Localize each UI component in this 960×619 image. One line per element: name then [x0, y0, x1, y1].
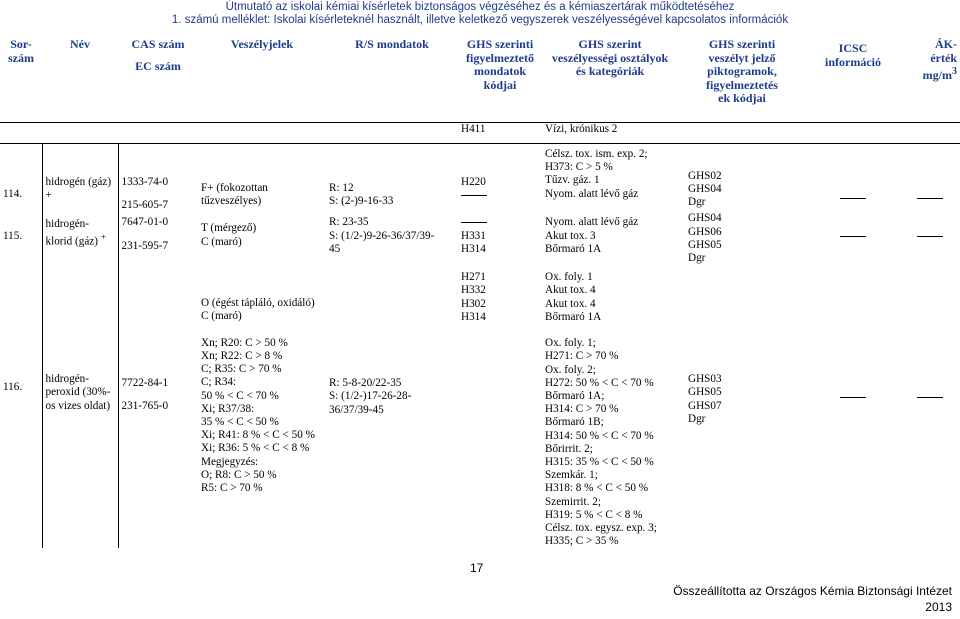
- h-code-line: H302: [461, 297, 486, 310]
- hazard-class-line: H319: 5 % < C < 8 %: [545, 508, 643, 521]
- col-header-ghs-osztalyok: GHS szerint veszélyességi osztályok és kategóriák: [542, 38, 678, 123]
- col-header-ghs-figyelmezteto: GHS szerinti figyelmeztető mondatok kódjai: [458, 38, 542, 123]
- col-header-cas-ec: CAS szám EC szám: [118, 38, 198, 123]
- hazard-symbols: T (mérgező) C (maró): [201, 222, 257, 248]
- col-header-rs: R/S mondatok: [326, 38, 458, 123]
- hazard-line: Xn; R22: C > 8 %: [201, 350, 283, 363]
- icsc-value: [806, 265, 900, 548]
- icsc-value: [806, 212, 900, 265]
- row-number: 114.: [3, 188, 23, 200]
- subheader-h-code: H411: [458, 123, 542, 144]
- rs-phrases: R: 23-35 S: (1/2-)9-26-36/37/39- 45: [329, 216, 435, 255]
- hazard-class-line: Akut tox. 4: [545, 297, 596, 310]
- ak-value: [900, 144, 960, 213]
- hazard-line: Xi; R41: 8 % < C < 50 %: [201, 429, 315, 442]
- hazard-class-line: H272: 50 % < C < 70 %: [545, 376, 654, 389]
- ghs-hazard-classes: [542, 265, 678, 548]
- hazard-class-line: H335; C > 35 %: [545, 535, 619, 548]
- hazard-class-line: H318: 8 % < C < 50 %: [545, 482, 649, 495]
- hazard-class-line: Bőrirrit. 2;: [545, 442, 593, 455]
- page-number: 17: [470, 561, 484, 575]
- row-number: 115.: [3, 230, 23, 243]
- hazard-line: [201, 324, 323, 337]
- hazard-class-line: Bőrmaró 1B;: [545, 416, 604, 429]
- hazard-line: Xi; R37/38:: [201, 402, 255, 415]
- hazard-class-line: [545, 324, 675, 337]
- hazard-class-line: Ox. foly. 2;: [545, 363, 596, 376]
- hazard-line: Megjegyzés:: [201, 455, 259, 468]
- footer-institute: Összeállította az Országos Kémia Biztonsági Intézet: [673, 584, 952, 598]
- chemical-name: hidrogén- klorid (gáz) +: [42, 212, 118, 265]
- h-code-line: H271: [461, 271, 486, 284]
- hazard-class-line: H315: 35 % < C < 50 %: [545, 456, 654, 469]
- hazard-class-line: Bőrmaró 1A: [545, 310, 602, 323]
- document-header-title: Útmutató az iskolai kémiai kísérletek biztonságos végzéséhez és a kémiaszertárak működtetéséhez: [225, 1, 735, 13]
- hazard-class-line: Bőrmaró 1A;: [545, 390, 605, 403]
- hazard-class-line: Szemirrit. 2;: [545, 495, 601, 508]
- hazard-line: O (égést tápláló, oxidáló): [201, 297, 315, 310]
- hazard-table: [0, 38, 960, 548]
- chemical-name: hidrogén (gáz) +: [42, 144, 118, 213]
- hazard-class-line: H314: 50 % < C < 70 %: [545, 429, 654, 442]
- hazard-class-line: Ox. foly. 1;: [545, 337, 596, 350]
- row-number: 116.: [3, 381, 23, 394]
- hazard-line: C; R35: C > 70 %: [201, 363, 282, 376]
- table-subheader-row: [0, 123, 960, 144]
- ghs-hazard-classes: Célsz. tox. ism. exp. 2; H373: C > 5 % Tűzv. gáz. 1 Nyom. alatt lévő gáz: [545, 148, 648, 200]
- table-row-114: [0, 144, 960, 213]
- hazard-class-line: H314: C > 70 %: [545, 403, 619, 416]
- hazard-line: 35 % < C < 50 %: [201, 416, 279, 429]
- subheader-class: Vízi, krónikus 2: [542, 123, 678, 144]
- table-row-115: [0, 212, 960, 265]
- ghs-h-codes: H331 H314: [458, 212, 542, 265]
- hazard-line: Xi; R36: 5 % < C < 8 %: [201, 442, 310, 455]
- col-header-veszelyjelek: Veszélyjelek: [198, 38, 326, 123]
- col-header-ak-ertek: ÁK- érték $mg/m^3$: [900, 38, 960, 123]
- hazard-symbols: [198, 265, 326, 548]
- hazard-class-line: Akut tox. 4: [545, 284, 596, 297]
- col-header-sorszam: Sor- szám: [0, 38, 42, 123]
- hazard-line: Xn; R20: C > 50 %: [201, 336, 288, 349]
- ak-value: [900, 265, 960, 548]
- footer-year: 2013: [925, 600, 952, 614]
- cas-ec-number: 7722-84-1 231-765-0: [118, 265, 198, 548]
- table-row-116: [0, 265, 960, 548]
- hazard-class-line: Ox. foly. 1: [545, 271, 593, 284]
- col-header-icsc: ICSC információ: [806, 38, 900, 123]
- ghs-pictograms: GHS03 GHS05 GHS07 Dgr: [688, 373, 722, 425]
- hazard-class-line: Célsz. tox. egysz. exp. 3;: [545, 522, 657, 535]
- hazard-line: 50 % < C < 70 %: [201, 389, 279, 402]
- chemical-name: hidrogén- peroxid (30%- os vizes oldat): [42, 265, 118, 548]
- cas-ec-number: 1333-74-0 215-605-7: [118, 144, 198, 213]
- hazard-symbols: F+ (fokozottan tűzveszélyes): [201, 182, 268, 208]
- footer-credit: [673, 583, 952, 615]
- rs-phrases: R: 12 S: (2-)9-16-33: [329, 182, 394, 208]
- ghs-hazard-classes: Nyom. alatt lévő gáz Akut tox. 3 Bőrmaró 1A: [545, 216, 639, 255]
- ak-value: [900, 212, 960, 265]
- h-code-line: H332: [461, 284, 486, 297]
- document-header-subtitle: 1. számú melléklet: Iskolai kísérleteknél használt, illetve keletkező vegyszerek veszélyességével kapcsolatos információk: [171, 14, 789, 26]
- icsc-value: [806, 144, 900, 213]
- ghs-pictograms: GHS02 GHS04 Dgr: [688, 170, 722, 209]
- hazard-class-line: Szemkár. 1;: [545, 469, 598, 482]
- hazard-class-line: H271: C > 70 %: [545, 350, 619, 363]
- rs-phrases: R: 5-8-20/22-35 S: (1/2-)17-26-28- 36/37/39-45: [329, 377, 412, 416]
- hazard-line: O; R8: C > 50 %: [201, 468, 277, 481]
- ghs-h-codes: [458, 265, 542, 548]
- h-code-line: H314: [461, 310, 486, 323]
- table-header-row: [0, 38, 960, 123]
- cas-ec-number: 7647-01-0 231-595-7: [118, 212, 198, 265]
- ghs-pictograms: GHS04 GHS06 GHS05 Dgr: [688, 212, 722, 265]
- hazard-line: C (maró): [201, 310, 242, 323]
- col-header-nev: Név: [42, 38, 118, 123]
- hazard-line: C; R34:: [201, 376, 237, 389]
- col-header-ghs-piktogramok: GHS szerinti veszélyt jelző piktogramok, figyelmeztetés ek kódjai: [678, 38, 806, 123]
- ghs-h-codes: H220: [458, 144, 542, 213]
- hazard-line: R5: C > 70 %: [201, 482, 263, 495]
